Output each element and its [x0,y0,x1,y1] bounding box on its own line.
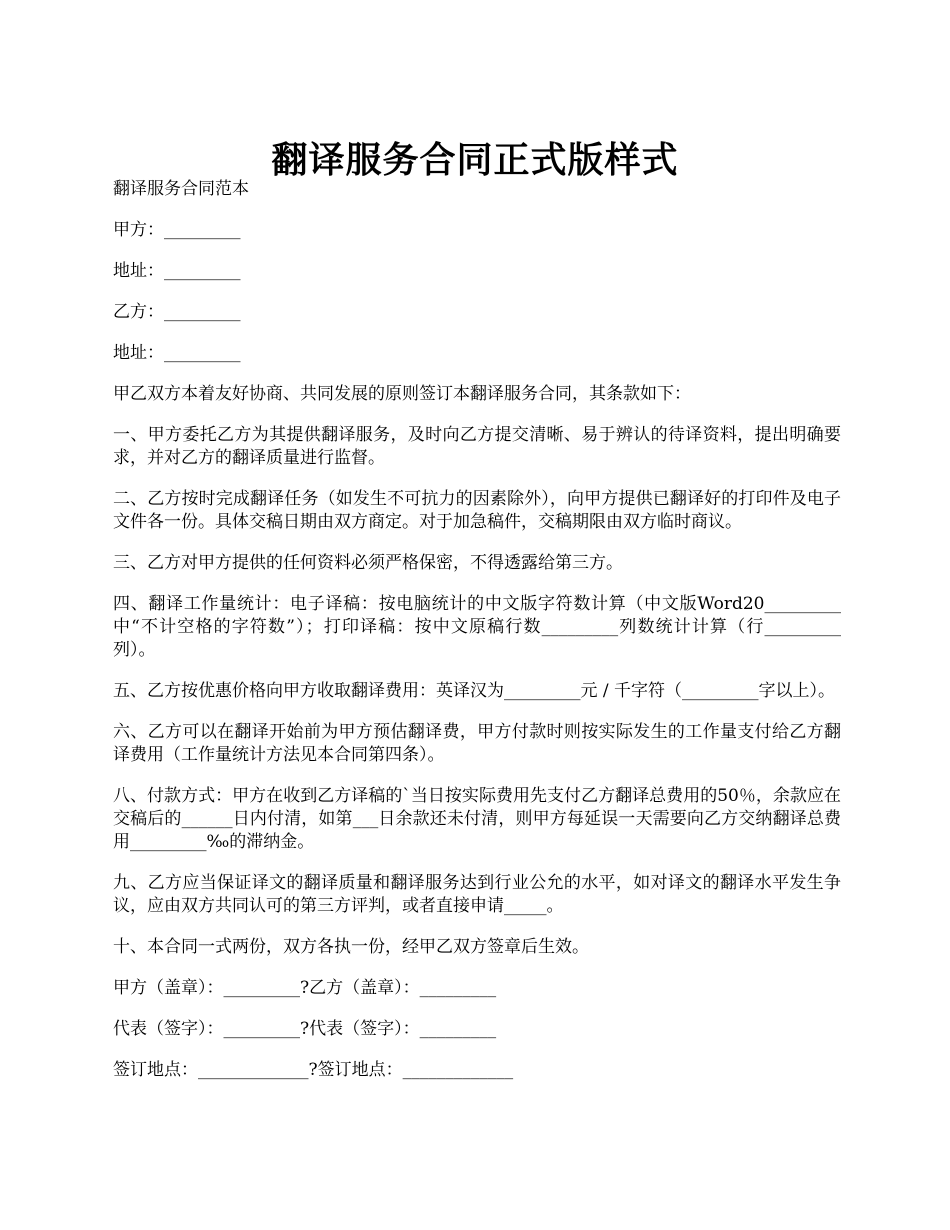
party-b-address-field: 地址：_________ [113,343,241,363]
party-a-field: 甲方：_________ [113,220,241,240]
preamble-paragraph: 甲乙双方本着友好协商、共同发展的原则签订本翻译服务合同，其条款如下： [113,384,691,404]
party-b-field: 乙方：_________ [113,302,241,322]
clause-5: 五、乙方按优惠价格向甲方收取翻译费用：英译汉为_________元 / 千字符（_________字以上）。 [113,681,836,701]
seal-line: 甲方（盖章）：_________?乙方（盖章）：_________ [113,978,497,998]
clause-8: 八、付款方式：甲方在收到乙方译稿的`当日按实际费用先支付乙方翻译总费用的50％，余款应在交稿后的______日内付清，如第___日余款还未付清，则甲方每延误一天需要向乙方交纳翻译总费用_________‰的滞纳金。 [113,786,841,852]
contract-subtitle: 翻译服务合同范本 [113,179,249,199]
clause-10: 十、本合同一式两份，双方各执一份，经甲乙双方签章后生效。 [113,937,589,957]
party-a-address-field: 地址：_________ [113,261,241,281]
clause-3: 三、乙方对甲方提供的任何资料必须严格保密，不得透露给第三方。 [113,553,623,573]
clause-9: 九、乙方应当保证译文的翻译质量和翻译服务达到行业公允的水平，如对译文的翻译水平发生争议，应由双方共同认可的第三方评判，或者直接申请_____。 [113,873,841,916]
clause-2: 二、乙方按时完成翻译任务（如发生不可抗力的因素除外），向甲方提供已翻译好的打印件及电子文件各一份。具体交稿日期由双方商定。对于加急稿件，交稿期限由双方临时商议。 [113,489,841,532]
document-body [113,178,841,1100]
signature-line: 代表（签字）：_________?代表（签字）：_________ [113,1019,497,1039]
clause-6: 六、乙方可以在翻译开始前为甲方预估翻译费，甲方付款时则按实际发生的工作量支付给乙方翻译费用（工作量统计方法见本合同第四条）。 [113,722,841,765]
signing-location-line: 签订地点：_____________?签订地点：_____________ [113,1060,514,1080]
clause-4: 四、翻译工作量统计：电子译稿：按电脑统计的中文版字符数计算（中文版Word20_________中“不计空格的字符数”）；打印译稿：按中文原稿行数_________列数统计计算（行_________列）。 [113,594,841,660]
clause-1: 一、甲方委托乙方为其提供翻译服务，及时向乙方提交清晰、易于辨认的待译资料，提出明确要求，并对乙方的翻译质量进行监督。 [113,425,841,468]
document-title: 翻译服务合同正式版样式 [271,139,679,182]
